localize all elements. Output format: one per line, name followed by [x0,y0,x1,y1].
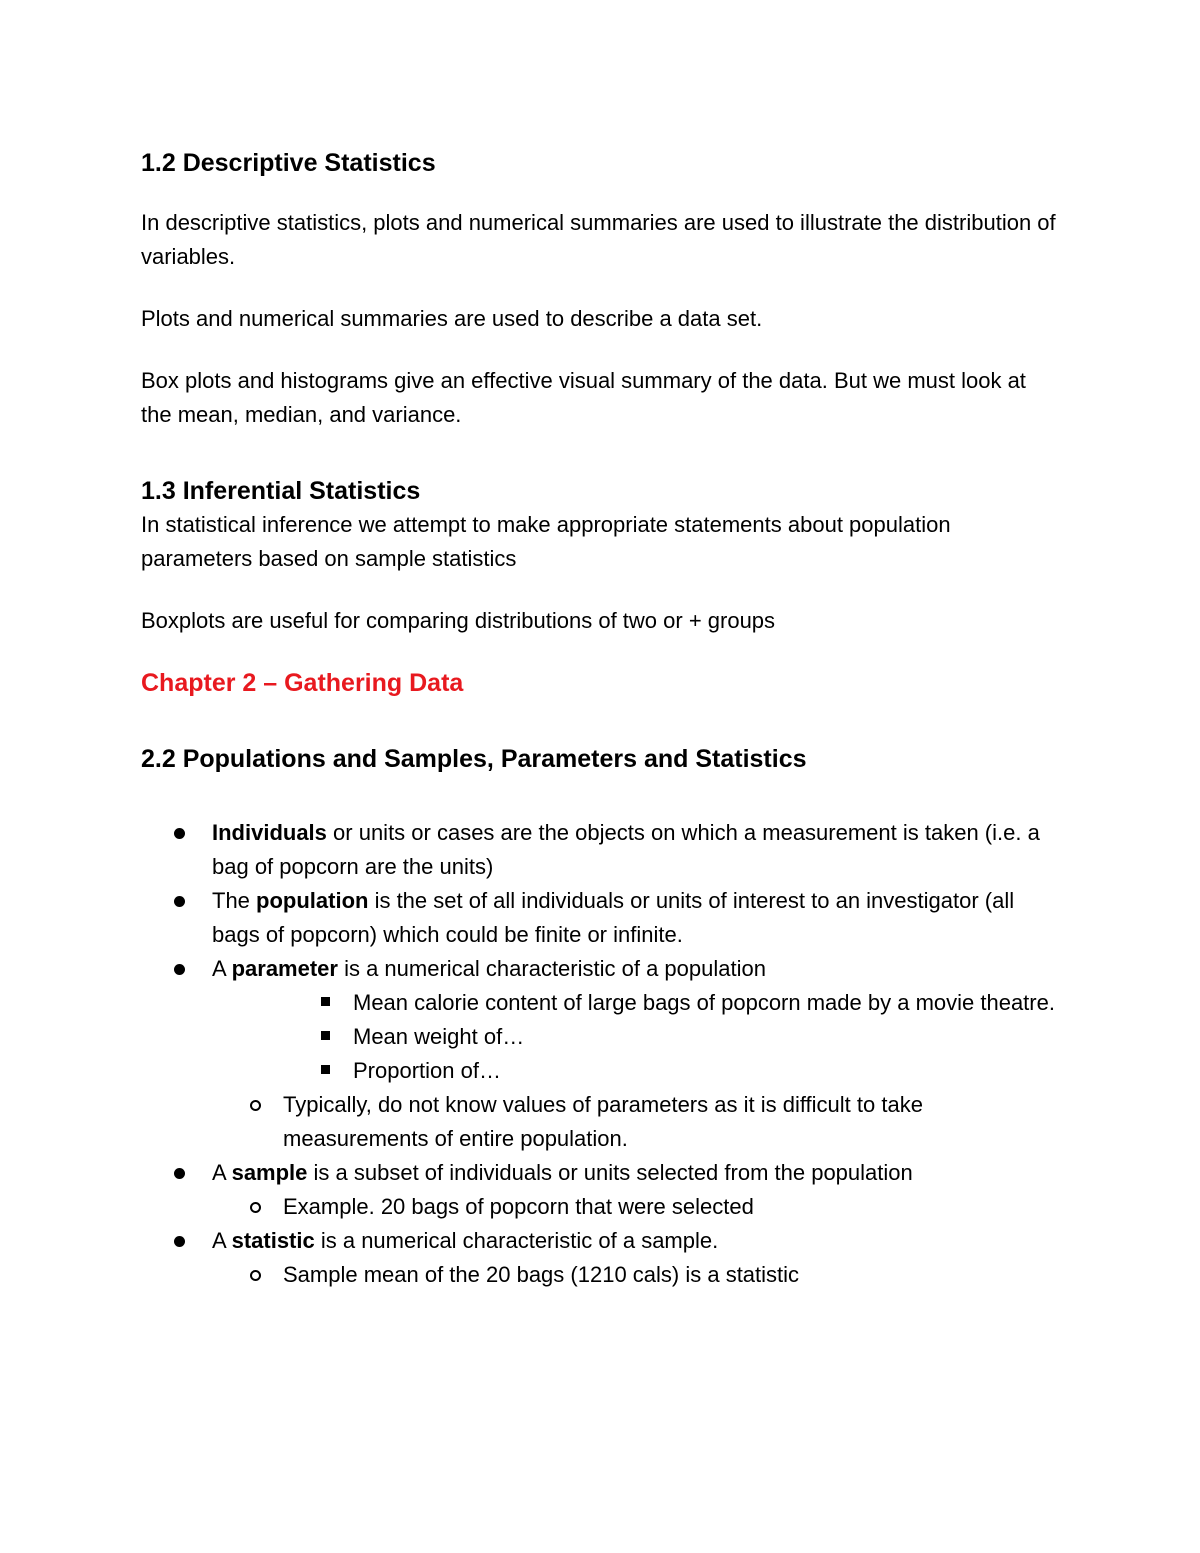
filled-circle-bullet-icon [174,1168,185,1179]
definitions-list [141,816,1061,1292]
filled-circle-bullet-icon [174,896,185,907]
list-item-typically [141,1088,1061,1156]
list-item-individuals [141,816,1061,884]
paragraph-boxplots-histograms: Box plots and histograms give an effective visual summary of the data. But we must look at the mean, median, and variance. [141,368,1026,427]
list-item-text: Example. 20 bags of popcorn that were selected [283,1194,754,1219]
term-statistic: statistic [231,1228,315,1253]
list-item-text: is the set of all individuals or units of interest to an investigator (all bags of popcorn) which could be finite or infinite. [212,888,1015,947]
term-sample: sample [231,1160,308,1185]
term-parameter: parameter [231,956,338,981]
list-item-mean-calorie [141,986,1061,1020]
filled-square-bullet-icon [321,997,330,1006]
list-item-parameter [141,952,1061,986]
list-item-statistic [141,1224,1061,1258]
paragraph-boxplots-comparing: Boxplots are useful for comparing distributions of two or + groups [141,608,776,633]
list-item-pre: A [212,1228,232,1253]
list-item-text: Sample mean of the 20 bags (1210 cals) is a statistic [283,1262,800,1287]
paragraph-descriptive-definition: In descriptive statistics, plots and numerical summaries are used to illustrate the distribution of variables. [141,210,1056,269]
hollow-circle-bullet-icon [250,1270,261,1281]
paragraph-statistical-inference: In statistical inference we attempt to make appropriate statements about population parameters based on sample statistics [141,512,951,571]
list-item-text: Proportion of… [353,1058,501,1083]
document-page [141,140,1061,1292]
heading-inferential-statistics: 1.3 Inferential Statistics [141,477,421,505]
list-item-text: or units or cases are the objects on which a measurement is taken (i.e. a bag of popcorn are the units) [212,820,1040,879]
list-item-population [141,884,1061,952]
hollow-circle-bullet-icon [250,1202,261,1213]
list-item-text: Mean calorie content of large bags of popcorn made by a movie theatre. [353,990,1055,1015]
filled-square-bullet-icon [321,1031,330,1040]
list-item-text: is a subset of individuals or units selected from the population [307,1160,913,1185]
list-item-text: Mean weight of… [353,1024,525,1049]
list-item-sample [141,1156,1061,1190]
heading-descriptive-statistics: 1.2 Descriptive Statistics [141,149,436,177]
term-population: population [256,888,369,913]
list-item-text: is a numerical characteristic of a population [337,956,766,981]
list-item-mean-weight [141,1020,1061,1054]
list-item-text: is a numerical characteristic of a sample. [314,1228,719,1253]
list-item-pre: The [212,888,257,913]
list-item-example [141,1190,1061,1224]
filled-circle-bullet-icon [174,964,185,975]
list-item-text: Typically, do not know values of parameters as it is difficult to take measurements of entire population. [283,1092,923,1151]
hollow-circle-bullet-icon [250,1100,261,1111]
filled-square-bullet-icon [321,1065,330,1074]
term-individuals: Individuals [212,820,327,845]
list-item-proportion [141,1054,1061,1088]
filled-circle-bullet-icon [174,1236,185,1247]
list-item-pre: A [212,956,232,981]
filled-circle-bullet-icon [174,828,185,839]
list-item-pre: A [212,1160,232,1185]
paragraph-plots-summaries: Plots and numerical summaries are used to describe a data set. [141,306,763,331]
heading-chapter-2: Chapter 2 – Gathering Data [141,669,464,697]
list-item-sample-mean [141,1258,1061,1292]
heading-populations-samples: 2.2 Populations and Samples, Parameters and Statistics [141,745,807,773]
